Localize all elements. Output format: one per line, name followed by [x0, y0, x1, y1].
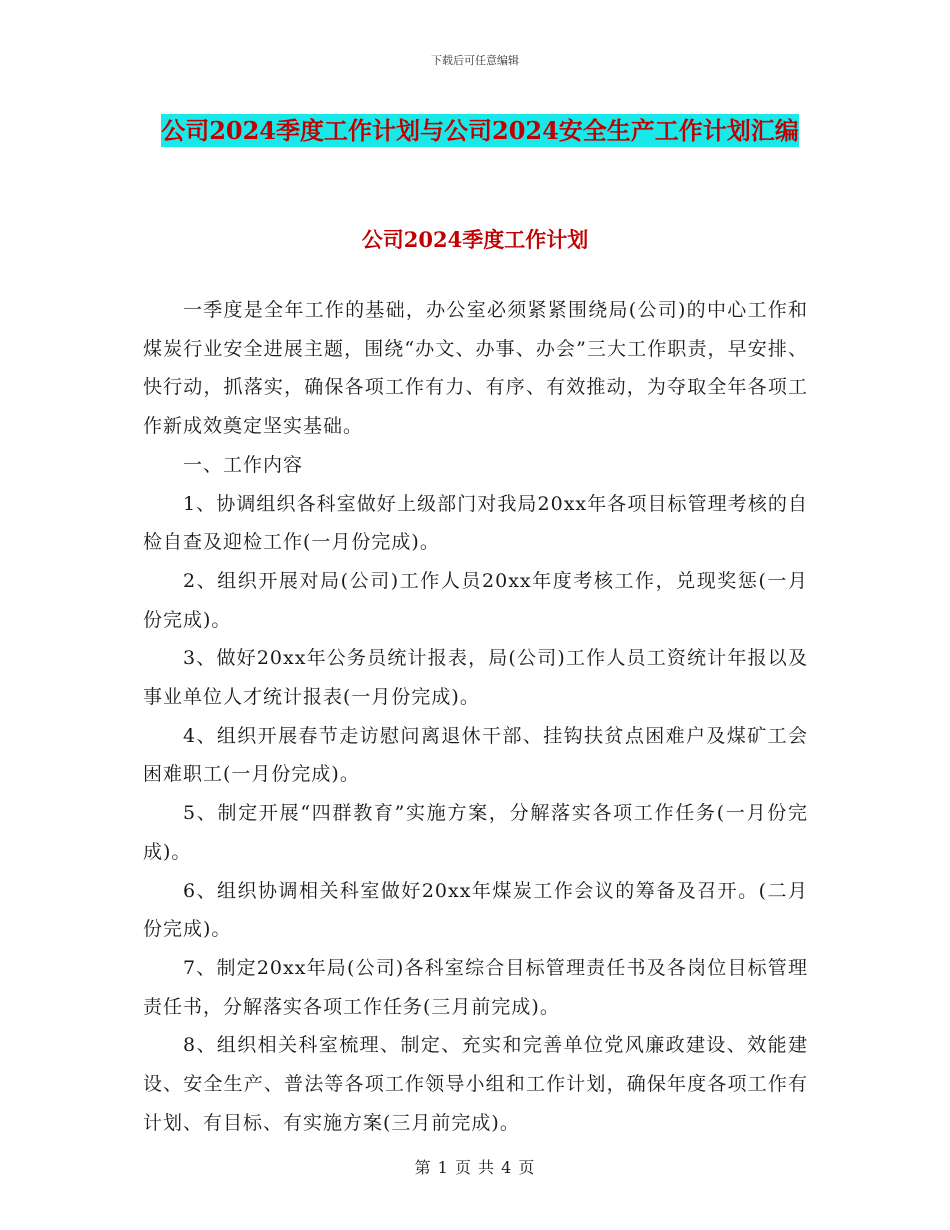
header-note: 下载后可任意编辑 — [431, 54, 519, 67]
paragraph-intro: 一季度是全年工作的基础，办公室必须紧紧围绕局(公司)的中心工作和煤炭行业安全进展主题，围绕“办文、办事、办会”三大工作职责，早安排、快行动，抓落实，确保各项工作有力、有序、有效推动，为夺取全年各项工作新成效奠定坚实基础。 — [143, 299, 808, 438]
heading-work-content: 一、工作内容 — [183, 453, 304, 476]
list-item-2: 2、组织开展对局(公司)工作人员20xx年度考核工作，兑现奖惩(一月份完成)。 — [143, 569, 808, 631]
list-item-6: 6、组织协调相关科室做好20xx年煤炭工作会议的筹备及召开。(二月份完成)。 — [143, 879, 808, 941]
document-title — [150, 110, 810, 152]
list-item-7: 7、制定20xx年局(公司)各科室综合目标管理责任书及各岗位目标管理责任书，分解落实各项工作任务(三月前完成)。 — [143, 956, 808, 1018]
document-body — [143, 291, 808, 1142]
list-item-3: 3、做好20xx年公务员统计报表，局(公司)工作人员工资统计年报以及事业单位人才统计报表(一月份完成)。 — [143, 647, 808, 709]
document-title-text: 公司2024季度工作计划与公司2024安全生产工作计划汇编 — [161, 116, 799, 145]
section-title: 公司2024季度工作计划 — [361, 227, 589, 252]
list-item-1: 1、协调组织各科室做好上级部门对我局20xx年各项目标管理考核的自检自查及迎检工作(一月份完成)。 — [143, 492, 808, 554]
page-footer: 第 1 页 共 4 页 — [414, 1158, 536, 1177]
list-item-8: 8、组织相关科室梳理、制定、充实和完善单位党风廉政建设、效能建设、安全生产、普法等各项工作领导小组和工作计划，确保年度各项工作有计划、有目标、有实施方案(三月前完成)。 — [143, 1034, 808, 1134]
list-item-4: 4、组织开展春节走访慰问离退休干部、挂钩扶贫点困难户及煤矿工会困难职工(一月份完成)。 — [143, 724, 808, 786]
list-item-5: 5、制定开展“四群教育”实施方案，分解落实各项工作任务(一月份完成)。 — [143, 802, 808, 863]
